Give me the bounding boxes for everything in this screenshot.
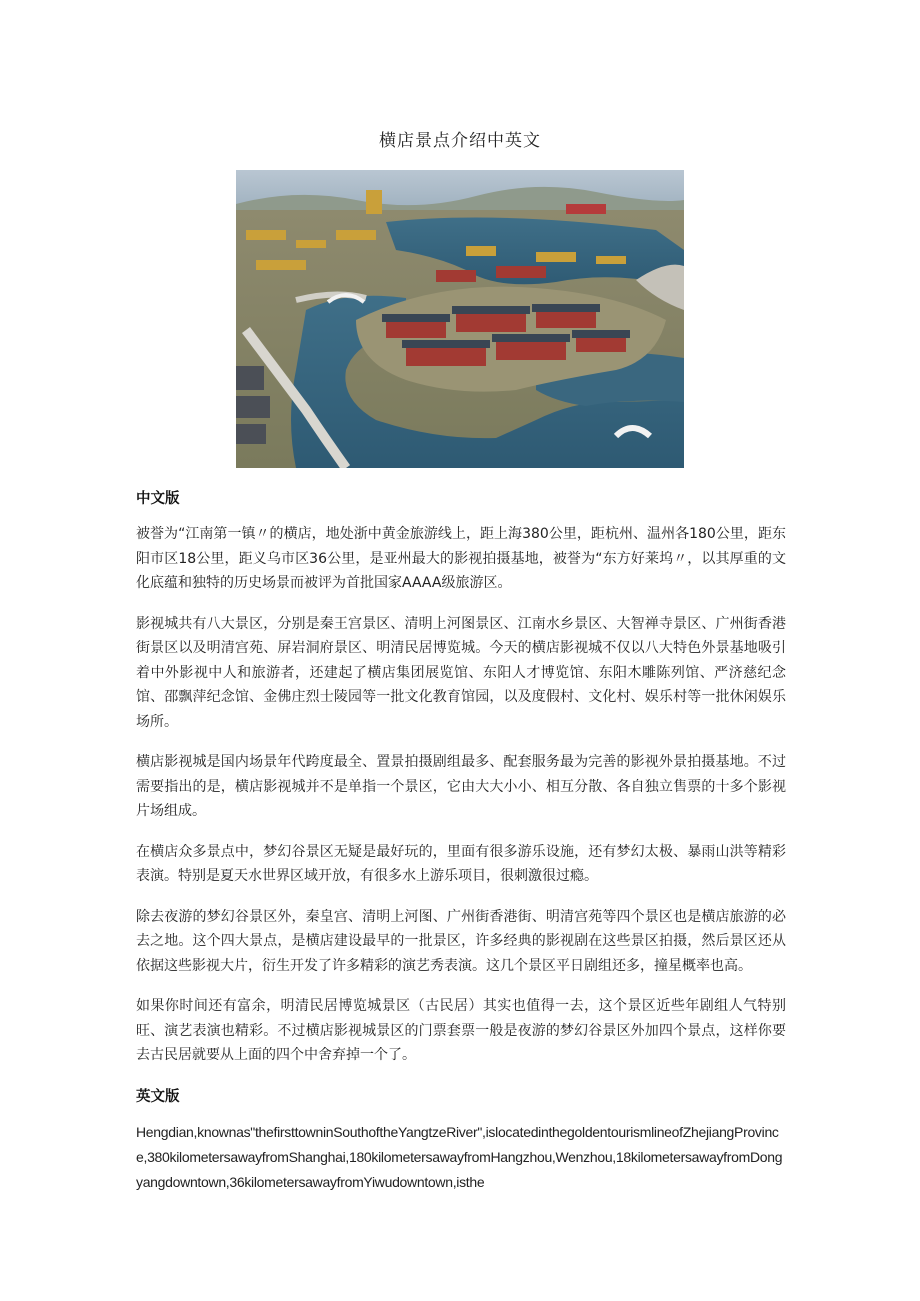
aerial-photo-illustration: [236, 170, 684, 468]
document-title: 横店景点介绍中英文: [379, 131, 541, 151]
chinese-paragraph: 除去夜游的梦幻谷景区外，秦皇宫、清明上河图、广州街香港街、明清宫苑等四个景区也是横店旅游的必去之地。这个四大景点，是横店建设最早的一批景区，许多经典的影视剧在这些景区拍摄，然后景区还从依据这些影视大片，衍生开发了许多精彩的演艺秀表演。这几个景区平日剧组还多，撞星概率也高。: [136, 908, 786, 974]
english-paragraph: Hengdian,knownas"thefirsttowninSouthoftheYangtzeRiver",islocatedinthegoldentourismlineofZhejiangProvince,380kilometersawayfromShanghai,180kilometersawayfromHangzhou,Wenzhou,18kilometersawayfromDongyangdowntown,36kilometersawayfromYiwudowntown,isthe: [136, 1123, 783, 1190]
chinese-paragraph: 横店影视城是国内场景年代跨度最全、置景拍摄剧组最多、配套服务最为完善的影视外景拍摄基地。不过需要指出的是，横店影视城并不是单指一个景区，它由大大小小、相互分散、各自独立售票的十多个影视片场组成。: [136, 754, 786, 819]
chinese-paragraph: 在横店众多景点中，梦幻谷景区无疑是最好玩的，里面有很多游乐设施，还有梦幻太极、暴雨山洪等精彩表演。特别是夏天水世界区域开放，有很多水上游乐项目，很刺激很过瘾。: [136, 843, 786, 884]
chinese-paragraph: 影视城共有八大景区，分别是秦王宫景区、清明上河图景区、江南水乡景区、大智禅寺景区、广州街香港街景区以及明清宫苑、屏岩洞府景区、明清民居博览城。今天的横店影视城不仅以八大特色外景基地吸引着中外影视中人和旅游者，还建起了横店集团展览馆、东阳人才博览馆、东阳木雕陈列馆、严济慈纪念馆、邵飘萍纪念馆、金佛庄烈士陵园等一批文化教育馆园，以及度假村、文化村、娱乐村等一批休闲娱乐场所。: [136, 615, 786, 730]
chinese-section-heading: 中文版: [136, 491, 180, 507]
english-section-heading: 英文版: [136, 1088, 180, 1105]
hengdian-aerial-photo: [236, 170, 684, 468]
chinese-paragraph: 被誉为“江南第一镇〃的横店，地处浙中黄金旅游线上，距上海380公里，距杭州、温州各180公里，距东阳市区18公里，距义乌市区36公里，是亚州最大的影视拍摄基地，被誉为“东方好莱坞〃，以其厚重的文化底蕴和独特的历史场景而被评为首批国家AAAA级旅游区。: [136, 526, 786, 591]
document-body: [136, 486, 786, 1211]
chinese-paragraph: 如果你时间还有富余，明清民居博览城景区（古民居）其实也值得一去，这个景区近些年剧组人气特别旺、演艺表演也精彩。不过横店影视城景区的门票套票一般是夜游的梦幻谷景区外加四个景点，这样你要去古民居就要从上面的四个中舍弃掉一个了。: [136, 998, 786, 1063]
